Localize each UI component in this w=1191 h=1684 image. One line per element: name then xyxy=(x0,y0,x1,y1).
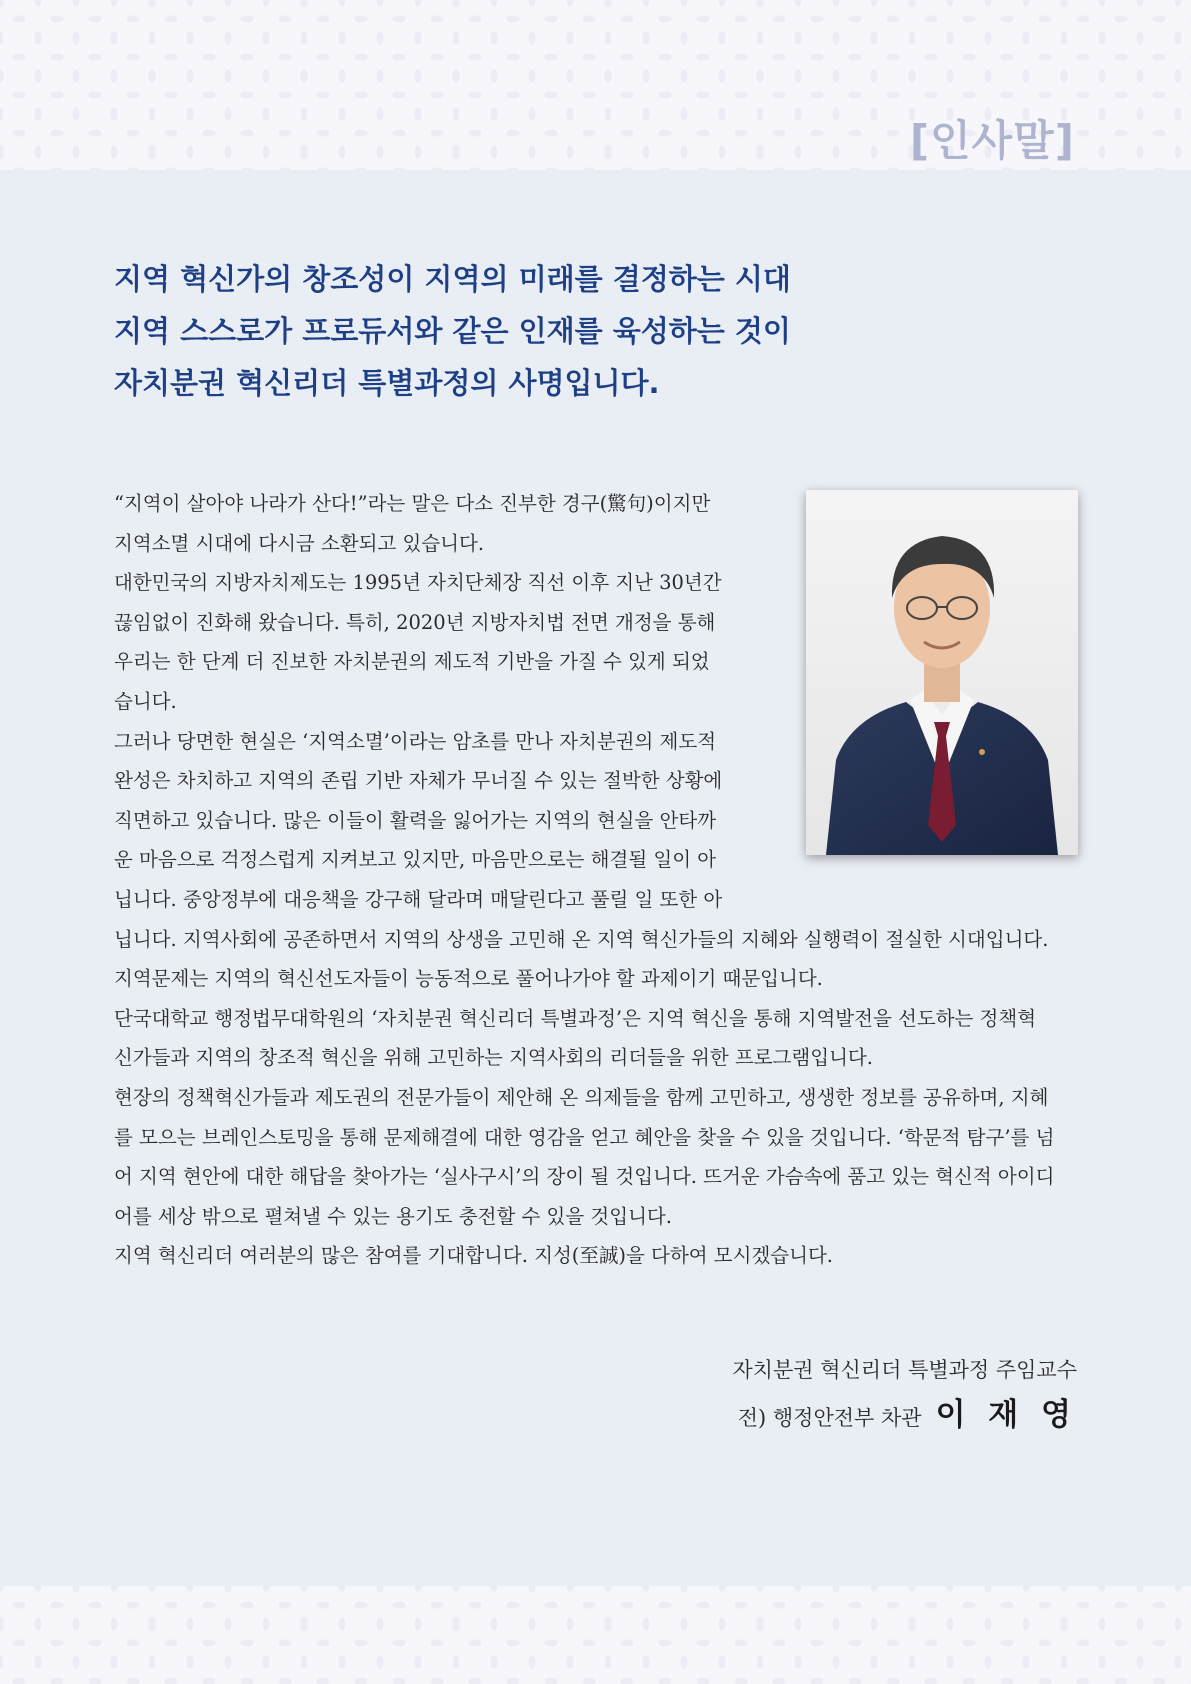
body-line: 신가들과 지역의 창조적 혁신을 위해 고민하는 지역사회의 리더들을 위한 프로그램입니다. xyxy=(114,1046,873,1070)
body-line: 지역문제는 지역의 혁신선도자들이 능동적으로 풀어나가야 할 과제이기 때문입니다. xyxy=(114,967,823,991)
body-line: 대한민국의 지방자치제도는 1995년 자치단체장 직선 이후 지난 30년간 xyxy=(114,571,722,595)
signatory-name: 이 재 영 xyxy=(935,1397,1077,1433)
body-line: 지역 혁신리더 여러분의 많은 참여를 기대합니다. 지성(至誠)을 다하여 모시겠습니다. xyxy=(114,1244,833,1268)
body-line: 운 마음으로 걱정스럽게 지켜보고 있지만, 마음만으로는 해결될 일이 아 xyxy=(114,848,717,872)
headline-line: 지역 혁신가의 창조성이 지역의 미래를 결정하는 시대 xyxy=(114,262,791,296)
headline-line: 자치분권 혁신리더 특별과정의 사명입니다. xyxy=(114,366,660,400)
body-line: 지역소멸 시대에 다시금 소환되고 있습니다. xyxy=(114,531,485,555)
body-line: 를 모으는 브레인스토밍을 통해 문제해결에 대한 영감을 얻고 혜안을 찾을 수 있을 것입니다. ‘학문적 탐구’를 넘 xyxy=(114,1125,1055,1149)
body-line: 어 지역 현안에 대한 해답을 찾아가는 ‘실사구시’의 장이 될 것입니다. 뜨거운 가슴속에 품고 있는 혁신적 아이디 xyxy=(114,1165,1055,1189)
signature xyxy=(732,1350,1077,1443)
portrait-icon xyxy=(806,490,1078,855)
body-line: 닙니다. 중앙정부에 대응책을 강구해 달라며 매달린다고 풀릴 일 또한 아 xyxy=(114,887,723,911)
body-line: 어를 세상 밖으로 펼쳐낼 수 있는 용기도 충전할 수 있을 것입니다. xyxy=(114,1204,672,1228)
section-tag: [인사말] xyxy=(909,116,1075,165)
headline-line: 지역 스스로가 프로듀서와 같은 인재를 육성하는 것이 xyxy=(114,314,791,348)
body-line: 단국대학교 행정법무대학원의 ‘자치분권 혁신리더 특별과정’은 지역 혁신을 통해 지역발전을 선도하는 정책혁 xyxy=(114,1006,1037,1030)
bottom-pattern-band xyxy=(0,1586,1191,1684)
body-line: 그러나 당면한 현실은 ‘지역소멸’이라는 암초를 만나 자치분권의 제도적 xyxy=(114,729,717,753)
signature-position-line xyxy=(732,1390,1077,1443)
signature-title: 자치분권 혁신리더 특별과정 주임교수 xyxy=(732,1358,1077,1382)
body-line: 현장의 정책혁신가들과 제도권의 전문가들이 제안해 온 의제들을 함께 고민하고, 생생한 정보를 공유하며, 지혜 xyxy=(114,1085,1049,1109)
body-line: 직면하고 있습니다. 많은 이들이 활력을 잃어가는 지역의 현실을 안타까 xyxy=(114,808,717,832)
headline xyxy=(114,253,914,409)
body-line: 닙니다. 지역사회에 공존하면서 지역의 상생을 고민해 온 지역 혁신가들의 지혜와 실행력이 절실한 시대입니다. xyxy=(114,927,1049,951)
body-line: 우리는 한 단계 더 진보한 자치분권의 제도적 기반을 가질 수 있게 되었 xyxy=(114,650,710,674)
body-line: 완성은 차치하고 지역의 존립 기반 자체가 무너질 수 있는 절박한 상황에 xyxy=(114,769,723,793)
body-line: 끊임없이 진화해 왔습니다. 특히, 2020년 지방자치법 전면 개정을 통해 xyxy=(114,610,716,634)
body-line: 습니다. xyxy=(114,689,177,713)
former-position: 전) 행정안전부 차관 xyxy=(737,1406,922,1430)
body-line: “지역이 살아야 나라가 산다!”라는 말은 다소 진부한 경구(驚句)이지만 xyxy=(114,492,711,515)
portrait-photo xyxy=(806,490,1078,855)
